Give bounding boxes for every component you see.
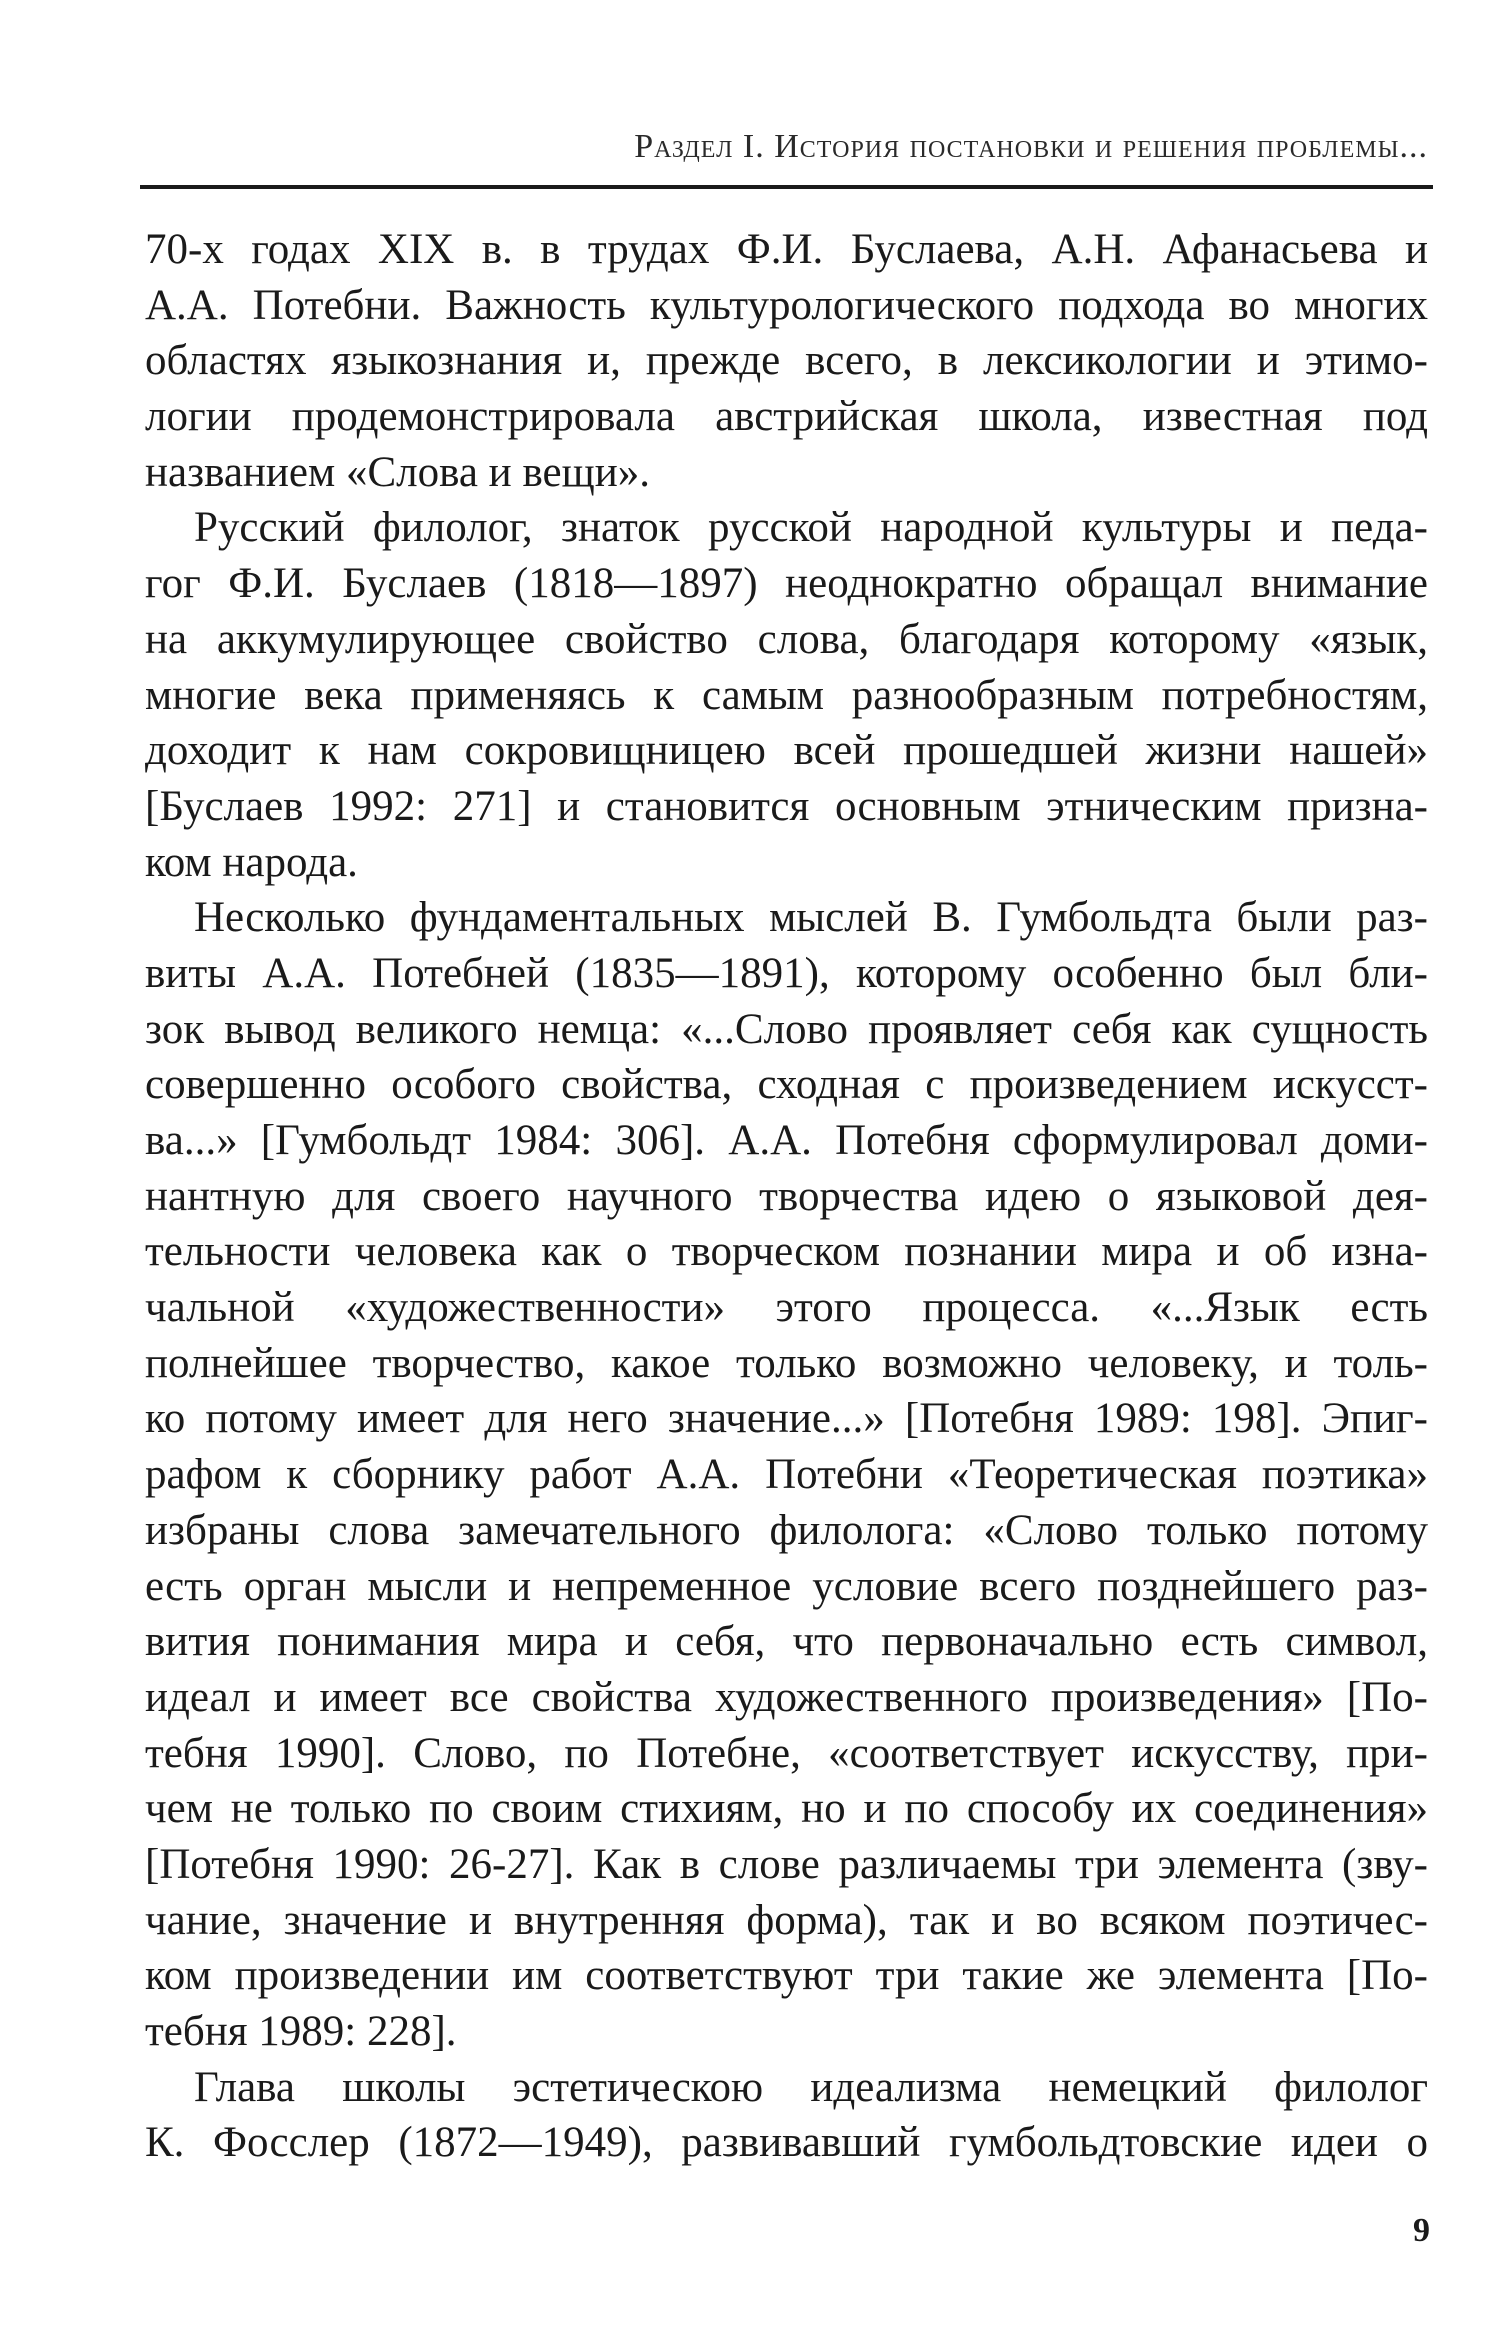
text-line: [Потебня 1990: 26-27]. Как в слове различаемы три элемента (зву- <box>145 1840 1428 1888</box>
text-line: 70-х годах XIX в. в трудах Ф.И. Буслаева, А.Н. Афанасьева и <box>145 226 1428 273</box>
text-line: совершенно особого свойства, сходная с произведением искусст- <box>145 1061 1428 1109</box>
text-line: виты А.А. Потебней (1835—1891), которому особенно был бли- <box>145 949 1428 997</box>
text-line: Несколько фундаментальных мыслей В. Гумбольдта были раз- <box>194 894 1428 942</box>
text-line: Русский филолог, знаток русской народной культуры и педа- <box>194 504 1428 552</box>
text-line: ком народа. <box>145 838 358 886</box>
running-head: Раздел I. История постановки и решения проблемы... <box>634 128 1428 165</box>
text-line: идеал и имеет все свойства художественного произведения» [По- <box>145 1673 1428 1721</box>
text-line: многие века применяясь к самым разнообразным потребностям, <box>145 671 1428 719</box>
text-line: зок вывод великого немца: «...Слово проявляет себя как сущность <box>145 1005 1428 1053</box>
text-line: на аккумулирующее свойство слова, благодаря которому «язык, <box>145 615 1428 663</box>
text-line: есть орган мысли и непременное условие всего позднейшего раз- <box>145 1562 1428 1610</box>
text-line: вития понимания мира и себя, что первоначально есть символ, <box>145 1618 1428 1666</box>
text-line: доходит к нам сокровищницею всей прошедшей жизни нашей» <box>145 727 1428 775</box>
text-line: нантную для своего научного творчества идею о языковой дея- <box>145 1172 1428 1220</box>
text-line: ко потому имеет для него значение...» [Потебня 1989: 198]. Эпиг- <box>145 1395 1428 1443</box>
text-line: А.А. Потебни. Важность культурологического подхода во многих <box>145 281 1428 329</box>
text-line: чальной «художественности» этого процесса. «...Язык есть <box>145 1284 1428 1332</box>
text-line: полнейшее творчество, какое только возможно человеку, и толь- <box>145 1339 1428 1387</box>
text-line: Глава школы эстетическою идеализма немецкий филолог <box>194 2063 1428 2111</box>
text-line: гог Ф.И. Буслаев (1818—1897) неоднократно обращал внимание <box>145 560 1428 608</box>
text-line: [Буслаев 1992: 271] и становится основным этническим призна- <box>145 782 1428 830</box>
paragraph <box>145 500 1428 890</box>
text-line: областях языкознания и, прежде всего, в лексикологии и этимо- <box>145 337 1428 385</box>
text-line: логии продемонстрировала австрийская школа, известная под <box>145 393 1428 441</box>
text-line: тебня 1990]. Слово, по Потебне, «соответствует искусству, при- <box>145 1729 1428 1777</box>
paragraph <box>145 2060 1428 2171</box>
text-line: ва...» [Гумбольдт 1984: 306]. А.А. Потебня сформулировал доми- <box>145 1117 1428 1164</box>
paragraph <box>145 222 1428 500</box>
text-line: тебня 1989: 228]. <box>145 2008 457 2055</box>
paragraph <box>145 890 1428 2059</box>
text-line: чем не только по своим стихиям, но и по способу их соединения» <box>145 1785 1428 1833</box>
text-line: чание, значение и внутренняя форма), так и во всяком поэтичес- <box>145 1896 1428 1944</box>
text-line: К. Фосслер (1872—1949), развивавший гумбольдтовские идеи о <box>145 2119 1428 2167</box>
text-line: тельности человека как о творческом познании мира и об изна- <box>145 1228 1428 1276</box>
text-line: избраны слова замечательного филолога: «Слово только потому <box>145 1506 1428 1554</box>
text-line: названием «Слова и вещи». <box>145 448 650 496</box>
body-text <box>145 222 1428 2171</box>
text-line: ком произведении им соответствуют три такие же элемента [По- <box>145 1952 1428 2000</box>
page-number: 9 <box>1413 2212 1430 2249</box>
text-line: рафом к сборнику работ А.А. Потебни «Теоретическая поэтика» <box>145 1451 1428 1499</box>
header-rule <box>140 185 1433 189</box>
